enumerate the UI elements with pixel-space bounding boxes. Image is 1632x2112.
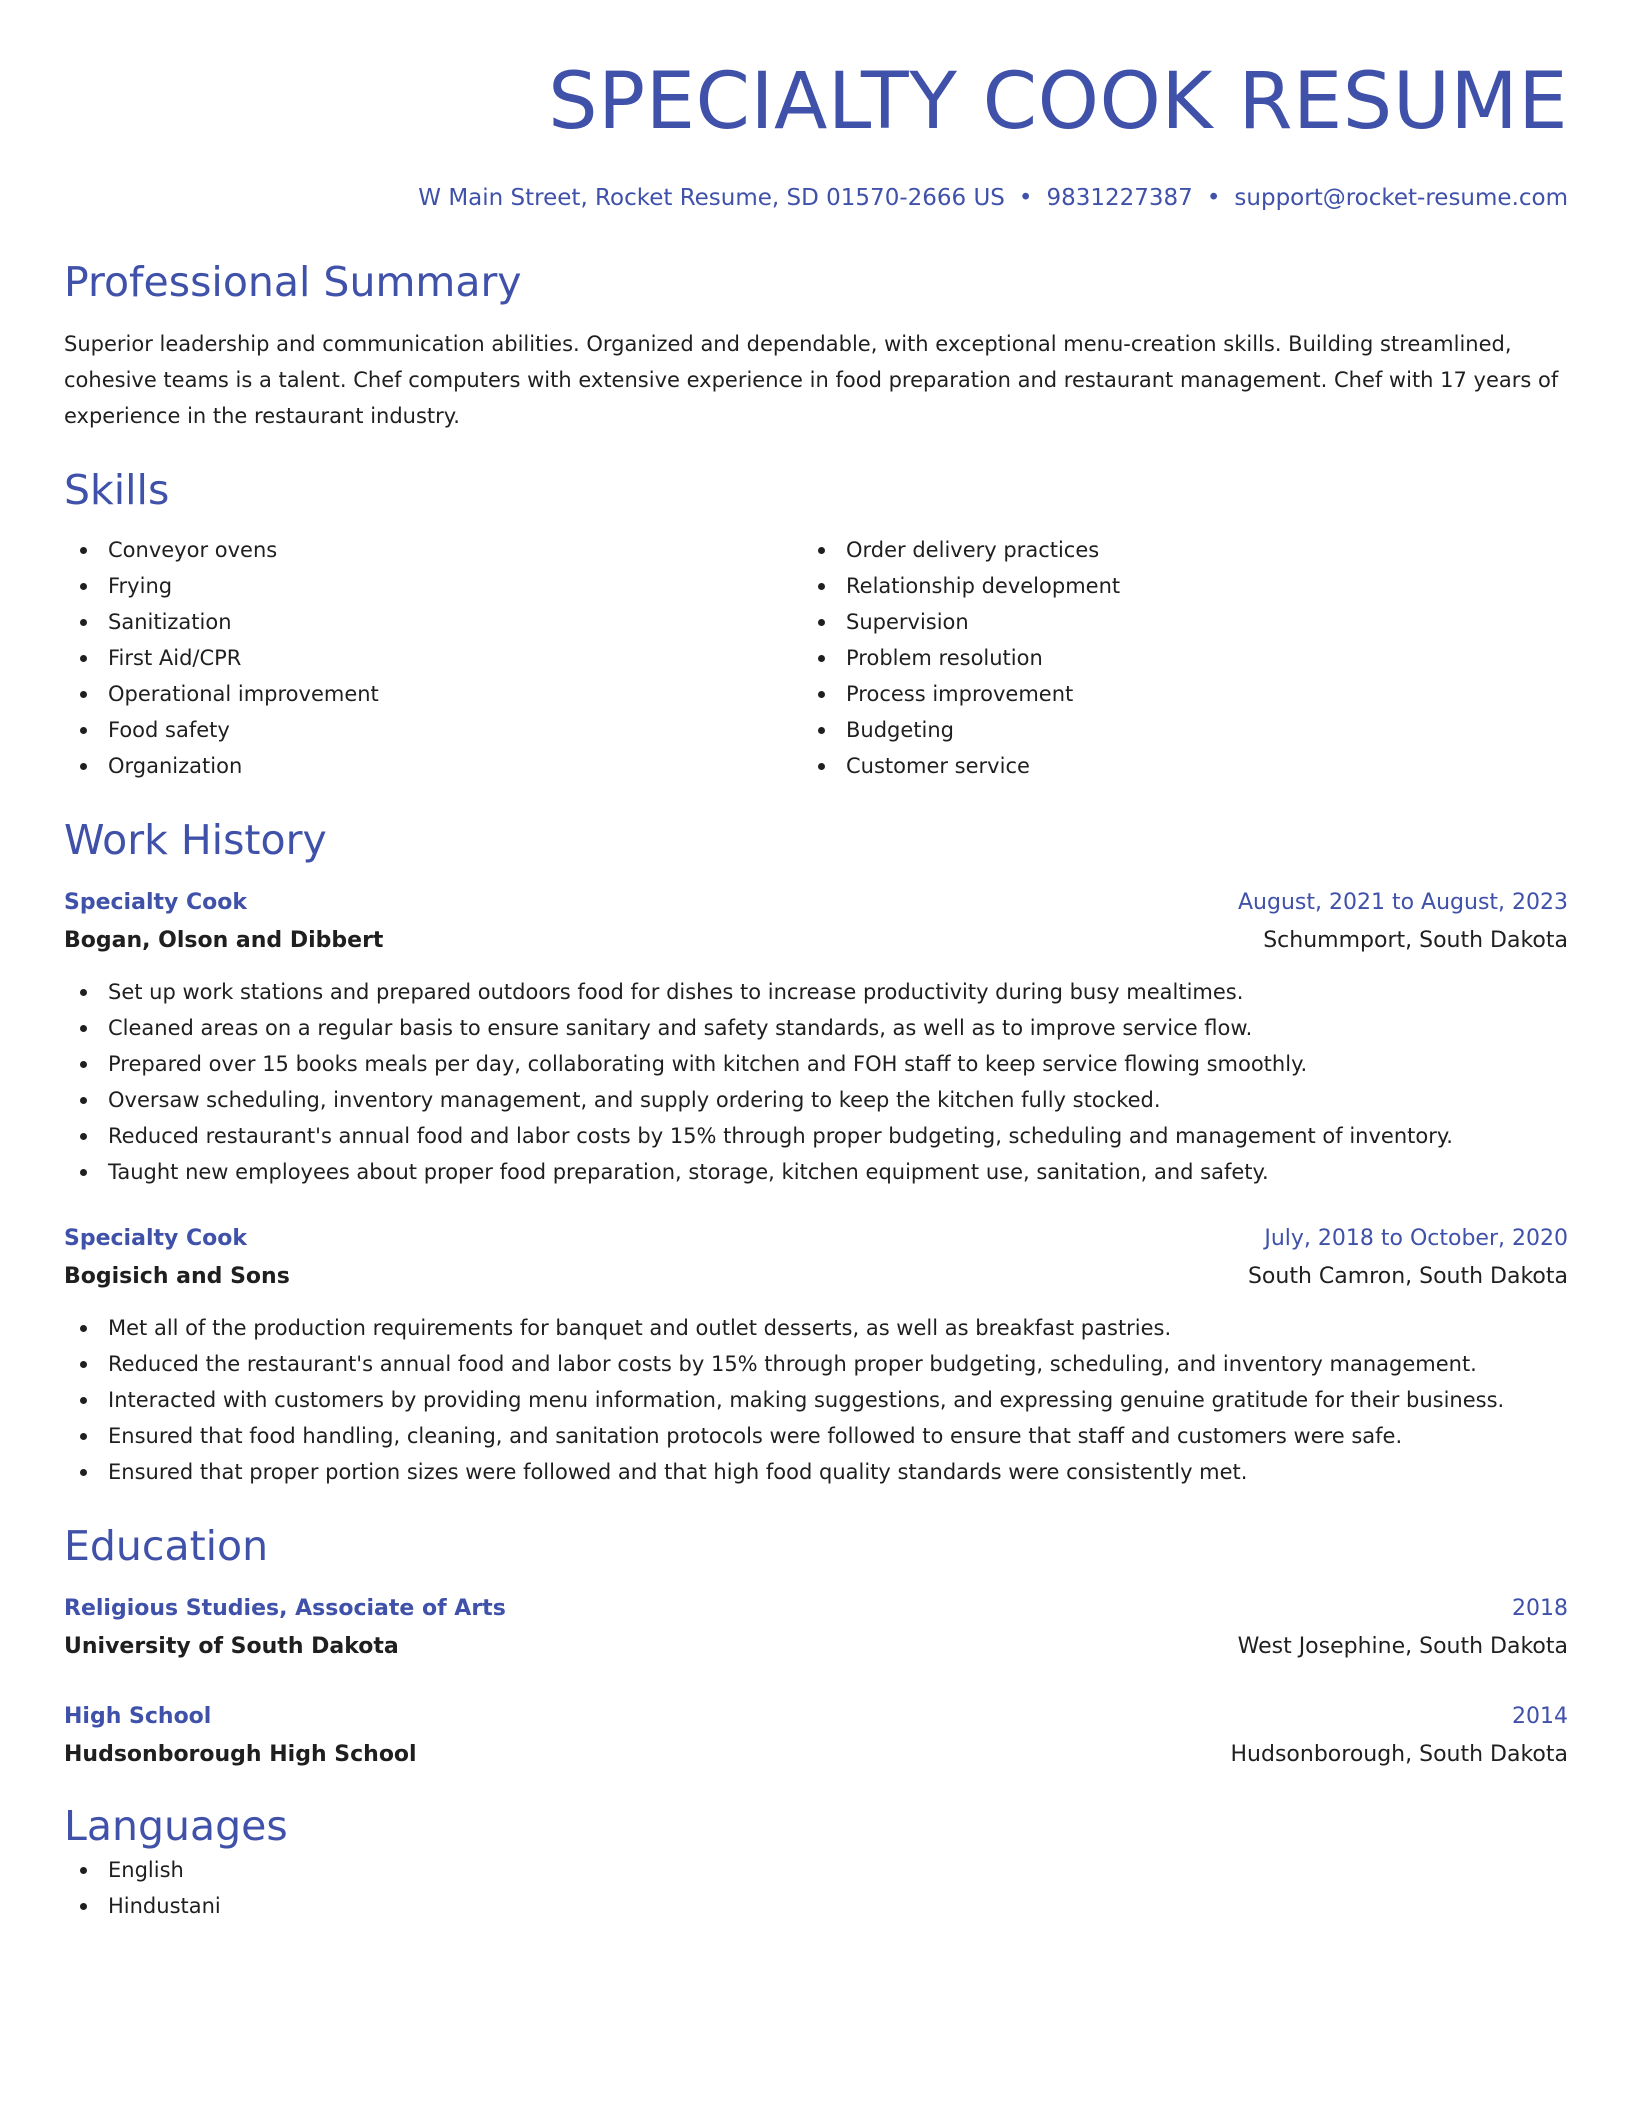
contact-line [64, 180, 1568, 216]
education-entry [64, 1590, 1568, 1666]
skill-item: Operational improvement [64, 676, 802, 712]
job-duty: Ensured that food handling, cleaning, and sanitation protocols were followed to ensure that staff and customers were safe. [64, 1418, 1568, 1454]
skill-item: Process improvement [802, 676, 1540, 712]
job-duty: Met all of the production requirements for banquet and outlet desserts, as well as breakfast pastries. [64, 1310, 1568, 1346]
job-duties [64, 974, 1568, 1190]
skill-item: Problem resolution [802, 640, 1540, 676]
skill-item: Supervision [802, 604, 1540, 640]
education-entry [64, 1698, 1568, 1774]
job-header-row [64, 1220, 1568, 1258]
languages-heading: Languages [64, 1802, 288, 1850]
skill-item: Order delivery practices [802, 532, 1540, 568]
job-dates: July, 2018 to October, 2020 [1264, 1226, 1568, 1251]
education-degree: Religious Studies, Associate of Arts [64, 1596, 506, 1621]
education-school-row [64, 1736, 1568, 1774]
job-duty: Interacted with customers by providing menu information, making suggestions, and expressing genuine gratitude for their business. [64, 1382, 1568, 1418]
job-duty: Set up work stations and prepared outdoors food for dishes to increase productivity during busy mealtimes. [64, 974, 1568, 1010]
education-year: 2018 [1512, 1596, 1568, 1621]
job-header-row [64, 884, 1568, 922]
job-entry [64, 884, 1568, 1190]
language-item: Hindustani [64, 1888, 1568, 1924]
contact-email: support@rocket-resume.com [1234, 185, 1568, 211]
job-duty: Reduced restaurant's annual food and labor costs by 15% through proper budgeting, scheduling and management of inventory. [64, 1118, 1568, 1154]
education-header-row [64, 1590, 1568, 1628]
language-item: English [64, 1852, 1568, 1888]
page-title: SPECIALTY COOK RESUME [548, 57, 1568, 147]
education-school-row [64, 1628, 1568, 1666]
contact-separator: • [1206, 185, 1221, 211]
skill-item: Sanitization [64, 604, 802, 640]
job-duty: Prepared over 15 books meals per day, collaborating with kitchen and FOH staff to keep service flowing smoothly. [64, 1046, 1568, 1082]
job-role: Specialty Cook [64, 1226, 248, 1251]
skill-item: Organization [64, 748, 802, 784]
job-entry [64, 1220, 1568, 1490]
job-duties [64, 1310, 1568, 1490]
skills-list [64, 532, 1568, 784]
job-duty: Cleaned areas on a regular basis to ensure sanitary and safety standards, as well as to improve service flow. [64, 1010, 1568, 1046]
languages-list [64, 1852, 1568, 1924]
skill-item: First Aid/CPR [64, 640, 802, 676]
education-location: Hudsonborough, South Dakota [1230, 1742, 1568, 1767]
job-company: Bogan, Olson and Dibbert [64, 928, 384, 953]
job-company: Bogisich and Sons [64, 1264, 290, 1289]
education-degree: High School [64, 1704, 212, 1729]
job-dates: August, 2021 to August, 2023 [1238, 890, 1568, 915]
job-duty: Oversaw scheduling, inventory management, and supply ordering to keep the kitchen fully stocked. [64, 1082, 1568, 1118]
job-duty: Taught new employees about proper food preparation, storage, kitchen equipment use, sanitation, and safety. [64, 1154, 1568, 1190]
contact-separator: • [1018, 185, 1033, 211]
contact-phone: 9831227387 [1046, 185, 1193, 211]
skills-column-right [802, 532, 1540, 784]
education-school: University of South Dakota [64, 1634, 399, 1659]
education-location: West Josephine, South Dakota [1237, 1634, 1568, 1659]
job-location: Schummport, South Dakota [1263, 928, 1568, 953]
skills-heading: Skills [64, 466, 170, 514]
education-heading: Education [64, 1522, 269, 1570]
skill-item: Budgeting [802, 712, 1540, 748]
skill-item: Relationship development [802, 568, 1540, 604]
job-duty: Reduced the restaurant's annual food and labor costs by 15% through proper budgeting, scheduling, and inventory management. [64, 1346, 1568, 1382]
skill-item: Food safety [64, 712, 802, 748]
summary-heading: Professional Summary [64, 258, 522, 306]
job-company-row [64, 1258, 1568, 1296]
job-location: South Camron, South Dakota [1247, 1264, 1568, 1289]
education-year: 2014 [1512, 1704, 1568, 1729]
job-company-row [64, 922, 1568, 960]
skill-item: Conveyor ovens [64, 532, 802, 568]
summary-text: Superior leadership and communication abilities. Organized and dependable, with exceptional menu-creation skills. Building streamlined, cohesive teams is a talent. Chef computers with extensive experience in food preparation and restaurant management. Chef with 17 years of experience in the restaurant industry. [64, 332, 1559, 428]
education-header-row [64, 1698, 1568, 1736]
education-school: Hudsonborough High School [64, 1742, 417, 1767]
skills-column-left [64, 532, 802, 784]
job-duty: Ensured that proper portion sizes were followed and that high food quality standards were consistently met. [64, 1454, 1568, 1490]
job-role: Specialty Cook [64, 890, 248, 915]
skill-item: Customer service [802, 748, 1540, 784]
work-history-heading: Work History [64, 816, 327, 864]
contact-address: W Main Street, Rocket Resume, SD 01570-2666 US [418, 185, 1005, 211]
skill-item: Frying [64, 568, 802, 604]
